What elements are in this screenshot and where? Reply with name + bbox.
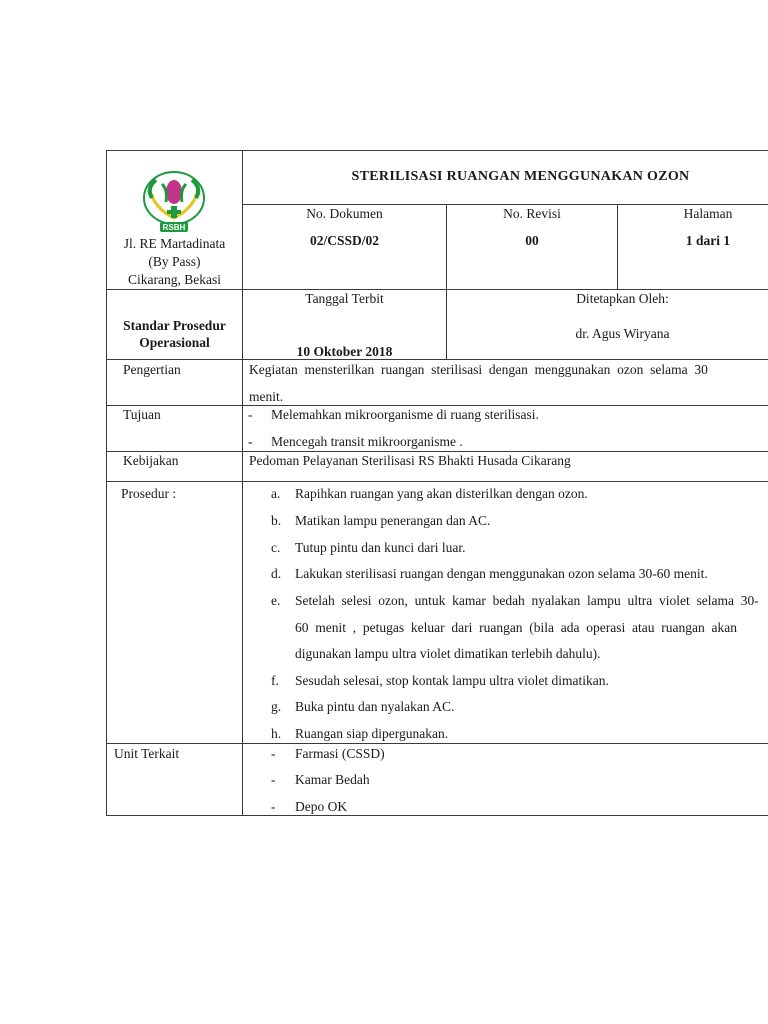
- address-line-3: Cikarang, Bekasi: [128, 272, 221, 287]
- kebijakan-divider: [106, 481, 768, 482]
- logo-text: RSBH: [162, 223, 186, 232]
- sop-label-line-2: Operasional: [139, 335, 210, 350]
- unit-item-2: Kamar Bedah: [295, 772, 370, 787]
- table-border-top: [106, 150, 768, 151]
- revision-value: 00: [525, 233, 539, 248]
- tujuan-item-1: Melemahkan mikroorganisme di ruang sterilisasi.: [271, 407, 539, 422]
- tujuan-divider: [106, 451, 768, 452]
- pengertian-text-line-2: menit.: [249, 389, 284, 404]
- page-value: 1 dari 1: [685, 233, 731, 248]
- prosedur-step-h: Ruangan siap dipergunakan.: [295, 726, 449, 741]
- prosedur-step-c: Tutup pintu dan kunci dari luar.: [295, 540, 466, 555]
- address-line-2: (By Pass): [148, 254, 201, 269]
- label-column-divider: [242, 150, 243, 816]
- kebijakan-text: Pedoman Pelayanan Sterilisasi RS Bhakti Husada Cikarang: [249, 453, 571, 468]
- prosedur-marker-b: b.: [271, 513, 282, 528]
- approved-by-label: Ditetapkan Oleh:: [576, 291, 669, 306]
- prosedur-step-a: Rapihkan ruangan yang akan disterilkan dengan ozon.: [295, 486, 588, 501]
- unit-terkait-label: Unit Terkait: [114, 746, 180, 761]
- prosedur-step-e-line-3: digunakan lampu ultra violet dimatikan terlebih dahulu).: [295, 646, 601, 661]
- prosedur-step-e-line-2: 60 menit , petugas keluar dari ruangan (bila ada operasi atau ruangan akan: [295, 620, 737, 635]
- issue-date-value: 10 Oktober 2018: [296, 344, 393, 359]
- prosedur-marker-f: f.: [271, 673, 279, 688]
- header-row-divider: [106, 289, 768, 290]
- prosedur-marker-g: g.: [271, 699, 282, 714]
- tujuan-label: Tujuan: [123, 407, 161, 422]
- prosedur-label: Prosedur :: [121, 486, 177, 501]
- prosedur-step-d: Lakukan sterilisasi ruangan dengan menggunakan ozon selama 30-60 menit.: [295, 566, 708, 581]
- pengertian-text-line-1: Kegiatan mensterilkan ruangan sterilisasi dengan menggunakan ozon selama 30: [249, 362, 708, 377]
- approved-by-name: dr. Agus Wiryana: [575, 326, 670, 341]
- title-row-divider: [243, 204, 768, 205]
- tujuan-marker-1: -: [248, 407, 253, 422]
- kebijakan-label: Kebijakan: [123, 453, 179, 468]
- prosedur-step-e-line-1: Setelah selesi ozon, untuk kamar bedah nyalakan lampu ultra violet selama 30-: [295, 593, 759, 608]
- prosedur-marker-e: e.: [271, 593, 281, 608]
- unit-marker-3: -: [271, 799, 276, 814]
- unit-marker-2: -: [271, 772, 276, 787]
- doc-number-value: 02/CSSD/02: [309, 233, 380, 248]
- tujuan-item-2: Mencegah transit mikroorganisme .: [271, 434, 463, 449]
- table-border-left: [106, 150, 107, 816]
- sop-label-line-1: Standar Prosedur: [123, 318, 226, 333]
- address-line-1: Jl. RE Martadinata: [123, 236, 226, 251]
- unit-item-1: Farmasi (CSSD): [295, 746, 385, 761]
- prosedur-marker-h: h.: [271, 726, 282, 741]
- hospital-logo-icon: [140, 168, 208, 236]
- tujuan-marker-2: -: [248, 434, 253, 449]
- issue-date-label: Tanggal Terbit: [305, 291, 384, 306]
- prosedur-step-g: Buka pintu dan nyalakan AC.: [295, 699, 455, 714]
- prosedur-marker-a: a.: [271, 486, 281, 501]
- doc-number-label: No. Dokumen: [306, 206, 383, 221]
- document-title: STERILISASI RUANGAN MENGGUNAKAN OZON: [351, 169, 690, 184]
- table-border-bottom: [106, 815, 768, 816]
- prosedur-step-b: Matikan lampu penerangan dan AC.: [295, 513, 491, 528]
- prosedur-marker-c: c.: [271, 540, 281, 555]
- unit-item-3: Depo OK: [295, 799, 348, 814]
- pengertian-divider: [106, 405, 768, 406]
- prosedur-step-f: Sesudah selesai, stop kontak lampu ultra violet dimatikan.: [295, 673, 609, 688]
- pengertian-label: Pengertian: [123, 362, 181, 377]
- prosedur-marker-d: d.: [271, 566, 282, 581]
- page-label: Halaman: [683, 206, 733, 221]
- prosedur-divider: [106, 743, 768, 744]
- unit-marker-1: -: [271, 746, 276, 761]
- revision-label: No. Revisi: [503, 206, 561, 221]
